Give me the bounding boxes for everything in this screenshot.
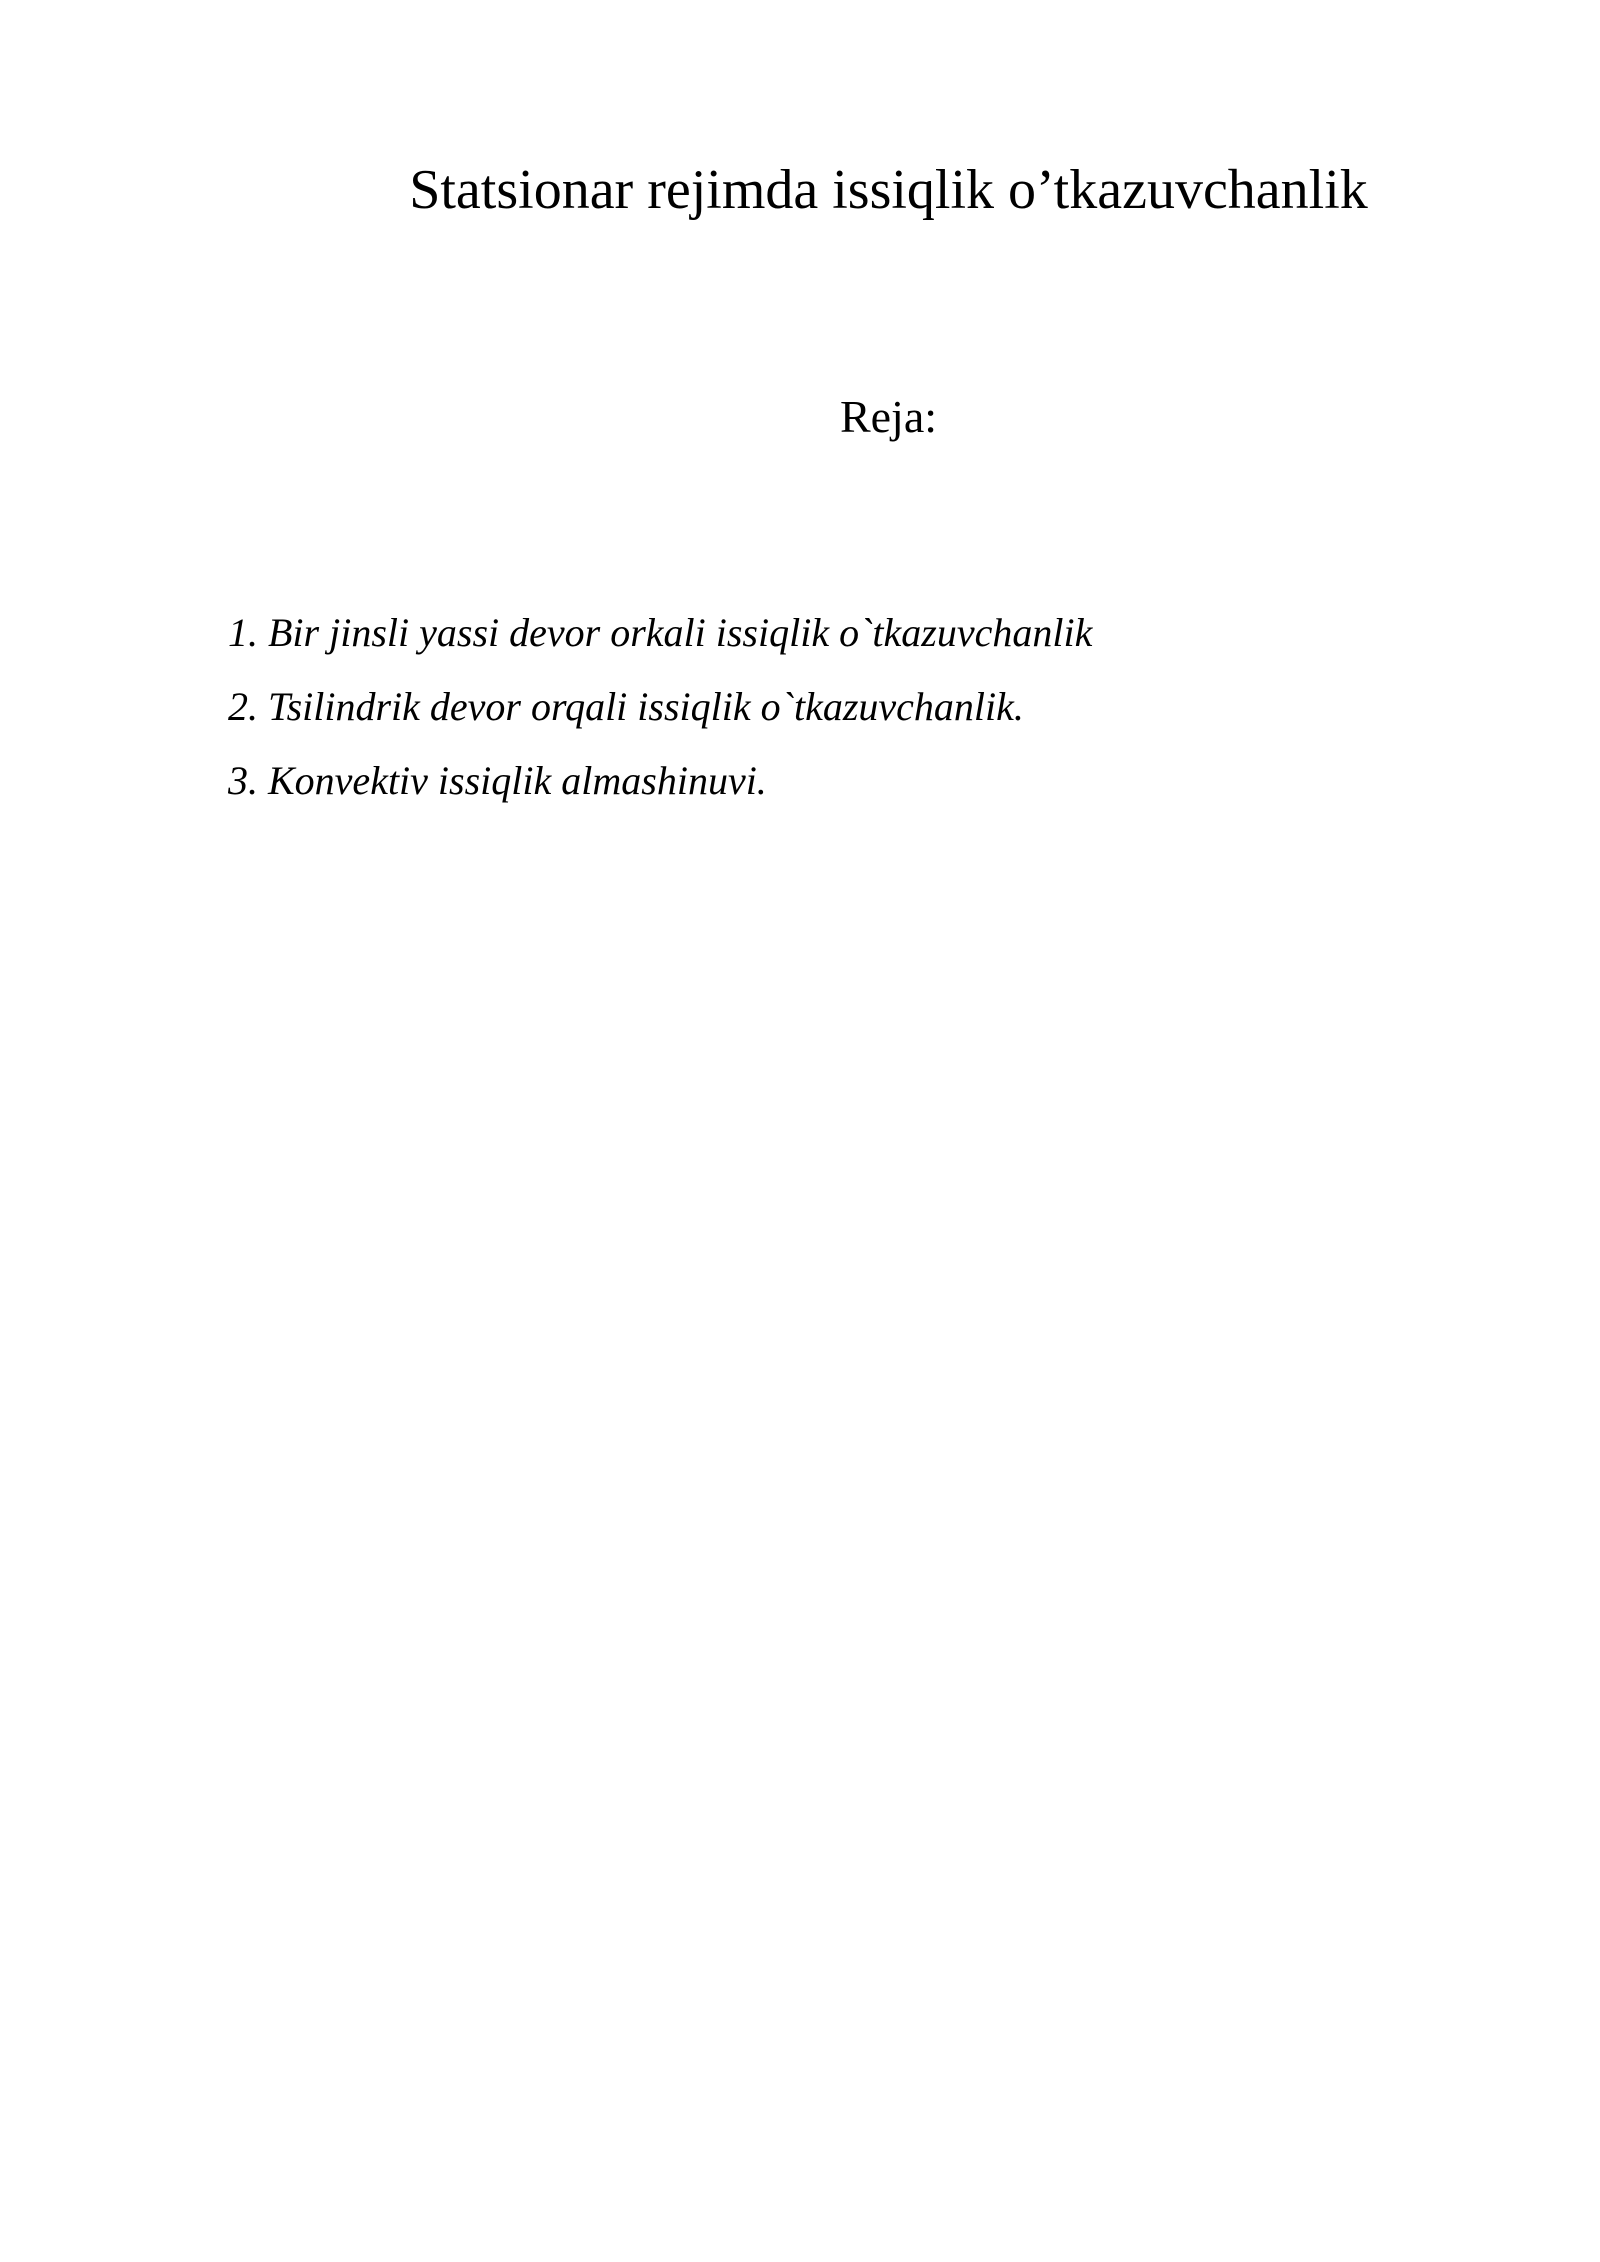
list-item-number: 2. [228, 684, 258, 729]
plan-list [228, 596, 1092, 818]
document-title: Statsionar rejimda issiqlik o’tkazuvchanlik [409, 159, 1368, 221]
list-item [228, 670, 1092, 744]
list-item-text: Konvektiv issiqlik almashinuvi. [268, 758, 767, 803]
list-item-text: Tsilindrik devor orqali issiqlik o`tkazuvchanlik. [268, 684, 1024, 729]
list-item [228, 596, 1092, 670]
list-item-text: Bir jinsli yassi devor orkali issiqlik o`tkazuvchanlik [268, 610, 1093, 655]
list-item [228, 744, 1092, 818]
list-item-number: 3. [228, 758, 258, 803]
plan-heading: Reja: [839, 391, 938, 442]
list-item-number: 1. [228, 610, 258, 655]
